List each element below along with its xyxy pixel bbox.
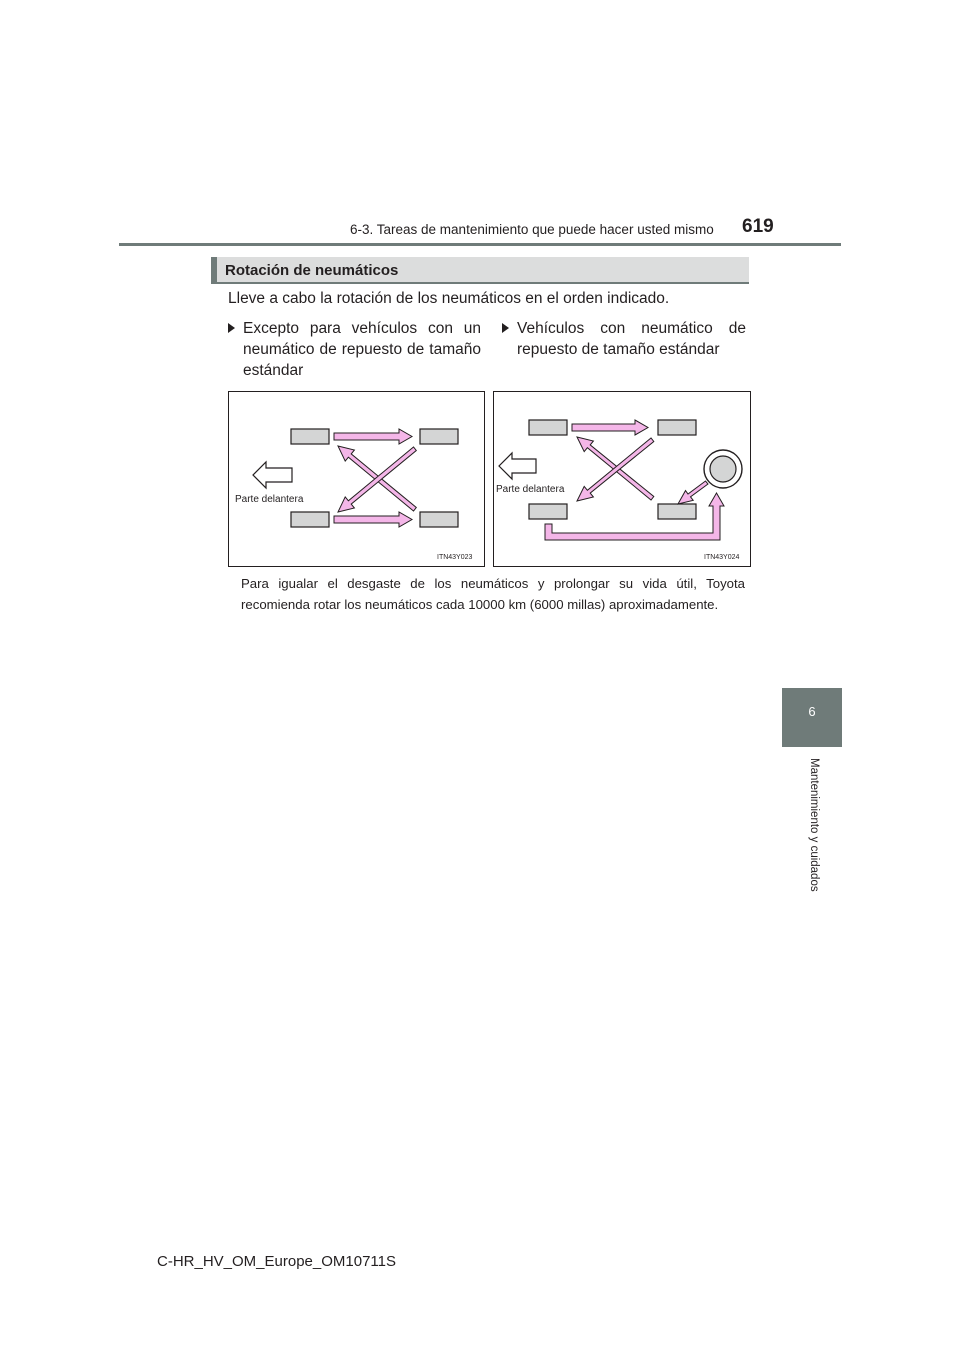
rotation-diagram-full-size-spare (493, 391, 751, 567)
header-divider (119, 243, 841, 246)
front-arrow-icon (499, 453, 536, 479)
rotation-note: Para igualar el desgaste de los neumáticos y prolongar su vida útil, Toyota recomienda rotar los neumáticos cada 10000 km (6000 millas) aproximadamente. (241, 576, 745, 612)
section-intro: Lleve a cabo la rotación de los neumáticos en el orden indicado. (228, 290, 670, 307)
front-label: Parte delantera (235, 494, 304, 505)
bullet-item (502, 318, 746, 360)
bullet-text: Vehículos con neumático de repuesto de tamaño estándar (517, 320, 746, 358)
arrow-bottom (334, 512, 412, 527)
bullet-item (228, 318, 481, 381)
section-title: Rotación de neumáticos (225, 262, 399, 279)
figure-code: ITN43Y023 (437, 554, 473, 561)
arrow-top (572, 420, 648, 435)
chapter-number: 6 (808, 704, 816, 719)
rotation-diagram-graphic (494, 392, 750, 566)
document-id: C-HR_HV_OM_Europe_OM10711S (157, 1253, 396, 1270)
bullet-triangle-icon (502, 323, 509, 333)
section-heading-marker (211, 257, 217, 284)
tire-rear-left (420, 429, 458, 444)
tire-rear-right (420, 512, 458, 527)
arrow-top (334, 429, 412, 444)
rotation-diagram-standard (228, 391, 485, 567)
page-number: 619 (742, 216, 774, 237)
arrow-loop-to-spare (545, 493, 724, 540)
header-section-title: 6-3. Tareas de mantenimiento que puede hacer usted mismo (350, 222, 714, 237)
tire-front-left (529, 420, 567, 435)
figure-code: ITN43Y024 (704, 554, 740, 561)
front-arrow-icon (253, 462, 292, 488)
bullet-text: Excepto para vehículos con un neumático de repuesto de tamaño estándar (243, 320, 481, 379)
rotation-diagram-graphic (229, 392, 484, 566)
front-label: Parte delantera (496, 484, 565, 495)
tire-rear-right (658, 504, 696, 519)
tire-front-right (529, 504, 567, 519)
chapter-title-vertical (806, 758, 820, 908)
tire-front-right (291, 512, 329, 527)
tire-rear-left (658, 420, 696, 435)
arrow-spare-to-rear (678, 481, 708, 504)
tire-front-left (291, 429, 329, 444)
chapter-title: Mantenimiento y cuidados (808, 758, 820, 892)
bullet-triangle-icon (228, 323, 235, 333)
